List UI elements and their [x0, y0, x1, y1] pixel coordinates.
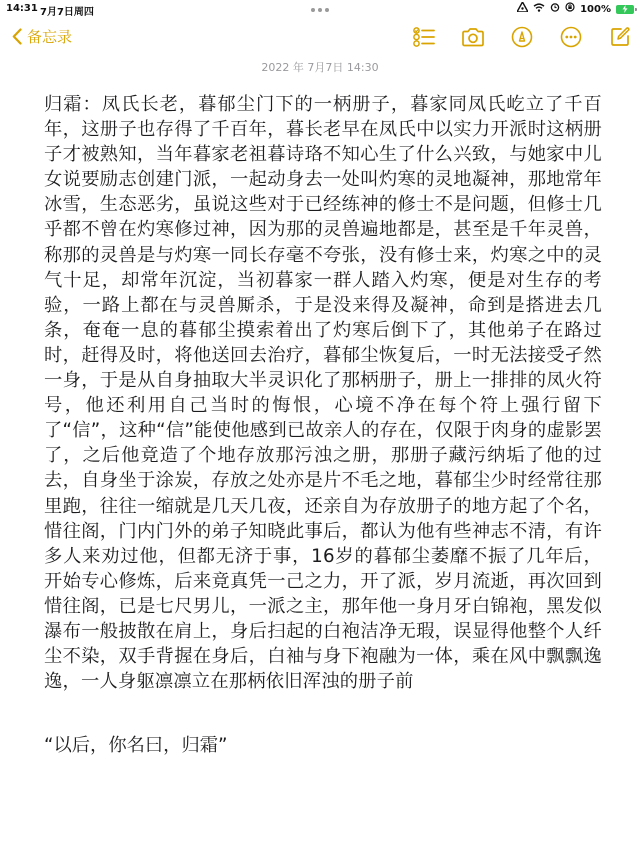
- nav-bar: [0, 22, 640, 56]
- chevron-left-icon: [12, 28, 22, 45]
- status-icons: [517, 2, 634, 16]
- checklist-icon: [413, 27, 435, 47]
- markup-pen-icon: [511, 26, 533, 48]
- multitasking-dots-icon[interactable]: [311, 8, 329, 12]
- status-time: 14:31: [6, 3, 38, 14]
- more-icon: [560, 26, 582, 48]
- back-button-label: 备忘录: [27, 28, 73, 46]
- compose-button[interactable]: [608, 25, 632, 49]
- more-button[interactable]: [559, 25, 583, 49]
- note-toolbar: [387, 25, 632, 49]
- note-quote-text[interactable]: “以后，你名曰，归霜”: [44, 735, 228, 756]
- alarm-icon: [550, 2, 560, 16]
- back-button[interactable]: [12, 26, 72, 47]
- markup-button[interactable]: [510, 25, 534, 49]
- status-bar: [0, 0, 640, 18]
- checklist-button[interactable]: [412, 25, 436, 49]
- status-date: 7月7日周四: [40, 7, 94, 18]
- camera-button[interactable]: [461, 25, 485, 49]
- camera-icon: [461, 28, 485, 47]
- note-timestamp: 2022 年 7月7日 14:30: [261, 61, 379, 74]
- compose-icon: [609, 26, 631, 48]
- lock-rotation-icon: [565, 2, 575, 16]
- wifi-icon: [533, 3, 545, 16]
- note-body-text[interactable]: 归霜：凤氏长老，暮郁尘门下的一柄册子，暮家同凤氏屹立了千百年，这册子也存得了千百年，暮长老早在凤氏中以实力开派时这柄册子才被熟知，当年暮家老祖暮诗珞不知心生了什么兴致，与她家中儿女说要励志创建门派，一起动身去一处叫灼寒的灵地凝神，那地常年冰雪，生态恶劣，虽说这些对于已经练神的修士不是问题，但修士几乎都不曾在灼寒修过神，因为那的灵兽遍地都是，甚至是千年灵兽，称那的灵兽是与灼寒一同长存毫不夸张，没有修士来，灼寒之中的灵气十足，却常年沉淀，当初暮家一群人踏入灼寒，便是对生存的考验，一路上都在与灵兽厮杀，于是没来得及凝神，命到是搭进去几条，奄奄一息的暮郁尘摸索着出了灼寒后倒下了，其他弟子在路过时，赶得及时，将他送回去治疗，暮郁尘恢复后，一时无法接受孑然一身，于是从自身抽取大半灵识化了那柄册子，册上一排排的凤火符号，他还利用自己当时的悔恨，心境不净在每个符上强行留下了“信”，这种“信”能使他感到已故亲人的存在，仅限于肉身的虚影罢了，之后他竟造了个地存放那污浊之册，那册子藏污纳垢了他的过去，自身坐于涂炭，存放之处亦是片不毛之地，暮郁尘少时经常往那里跑，往往一缩就是几天几夜，还亲自为存放册子的地方起了个名，惜往阁，门内门外的弟子知晓此事后，都认为他有些神志不清，有许多人来劝过他，但都无济于事，16岁的暮郁尘萎靡不振了几年后，开始专心修炼，后来竟真凭一己之力，开了派，岁月流逝，再次回到惜往阁，已是七尺男儿，一派之主，那年他一身月牙白锦袍，黑发似瀑布一般披散在肩上，身后扫起的白袍洁净无瑕，误显得他整个人纤尘不染，双手背握在身后，白袖与身下袍融为一体，乘在风中飘飘逸逸，一人身躯凛凛立在那柄依旧浑浊的册子前: [44, 94, 602, 693]
- signal-icon: [517, 2, 528, 16]
- battery-percent: 100%: [580, 3, 611, 15]
- battery-icon: [616, 5, 634, 14]
